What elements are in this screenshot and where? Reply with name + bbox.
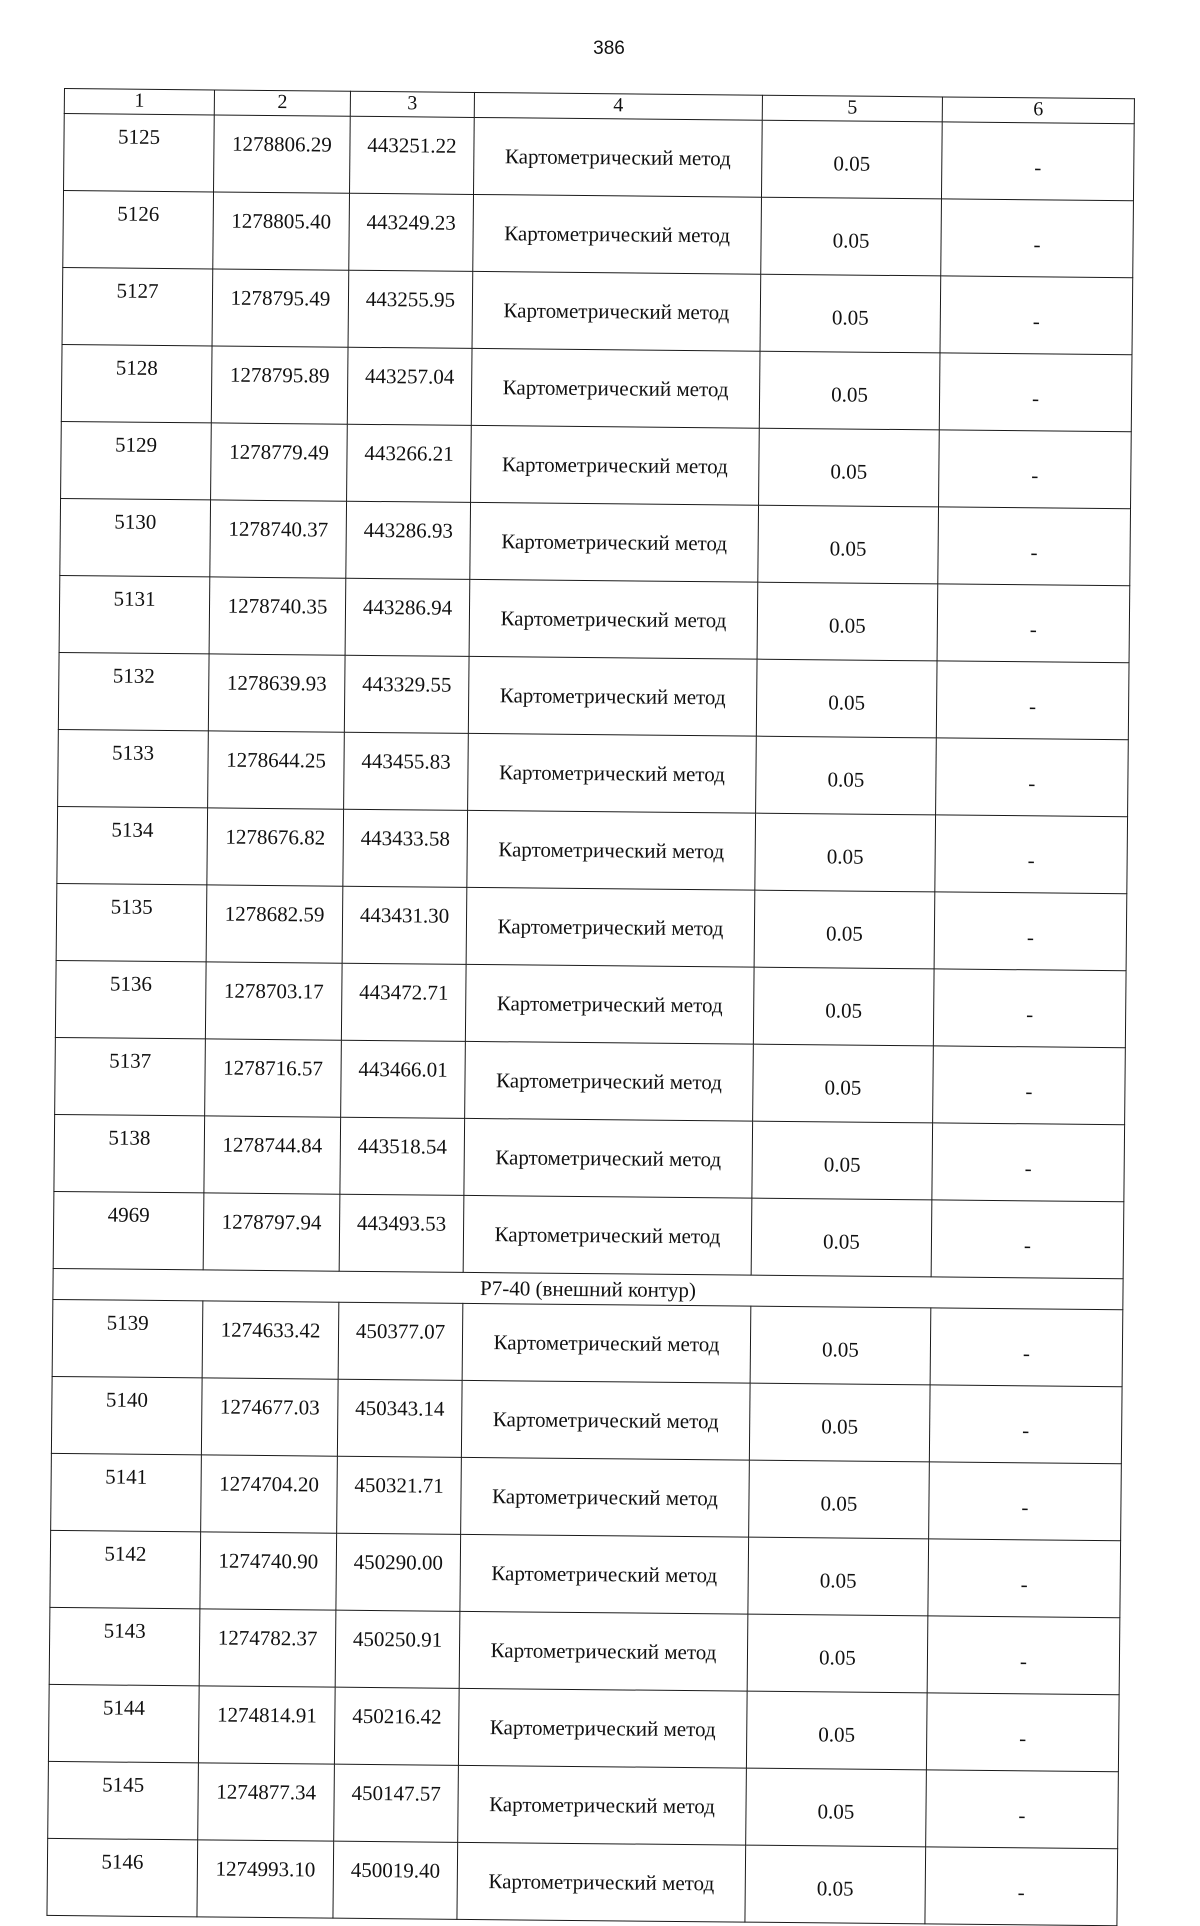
point-number-cell: 5130 (60, 498, 211, 576)
method-cell: Картометрический метод (469, 579, 758, 659)
method-cell: Картометрический метод (461, 1457, 750, 1537)
table-row (56, 883, 1127, 970)
coordinate-x-cell: 1278740.35 (209, 577, 346, 655)
point-number-cell: 5126 (63, 191, 214, 269)
accuracy-cell: 0.05 (759, 428, 940, 507)
table-row (58, 729, 1129, 816)
accuracy-cell: 0.05 (745, 1845, 926, 1924)
header-cell-4: 4 (474, 92, 762, 120)
note-cell: - (930, 1308, 1123, 1387)
accuracy-cell: 0.05 (747, 1614, 928, 1693)
method-cell: Картометрический метод (463, 1195, 752, 1275)
header-cell-3: 3 (350, 91, 474, 117)
point-number-cell: 5138 (54, 1114, 205, 1192)
coordinate-y-cell: 443518.54 (340, 1117, 465, 1195)
coordinate-x-cell: 1278795.89 (211, 346, 348, 424)
coordinate-y-cell: 443266.21 (347, 424, 472, 502)
coordinate-y-cell: 450290.00 (336, 1533, 461, 1611)
coordinate-x-cell: 1274782.37 (199, 1609, 336, 1687)
point-number-cell: 5131 (59, 575, 210, 653)
note-cell: - (927, 1616, 1120, 1695)
coordinate-x-cell: 1278639.93 (208, 654, 345, 732)
coordinate-x-cell: 1278644.25 (208, 731, 345, 809)
note-cell: - (940, 276, 1133, 355)
note-cell: - (938, 507, 1131, 586)
table-row (61, 344, 1132, 431)
table-row (48, 1761, 1119, 1848)
method-cell: Картометрический метод (473, 117, 762, 197)
method-cell: Картометрический метод (467, 810, 756, 890)
coordinate-y-cell: 443493.53 (339, 1194, 464, 1272)
method-cell: Картометрический метод (457, 1842, 746, 1922)
accuracy-cell: 0.05 (748, 1537, 929, 1616)
table-row (55, 1037, 1126, 1124)
point-number-cell: 5139 (52, 1299, 203, 1377)
accuracy-cell: 0.05 (754, 890, 935, 969)
coordinate-x-cell: 1278779.49 (211, 423, 348, 501)
coordinate-y-cell: 443329.55 (344, 655, 469, 733)
note-cell: - (929, 1385, 1122, 1464)
accuracy-cell: 0.05 (753, 1044, 934, 1123)
table-row (62, 267, 1133, 354)
accuracy-cell: 0.05 (751, 1198, 932, 1277)
method-cell: Картометрический метод (471, 425, 760, 505)
table-row (47, 1838, 1118, 1925)
point-number-cell: 4969 (53, 1191, 204, 1269)
header-cell-2: 2 (214, 90, 350, 116)
section-title: Р7-40 (внешний контур) (53, 1268, 1123, 1309)
accuracy-cell: 0.05 (755, 813, 936, 892)
table-row (60, 498, 1131, 585)
coordinate-x-cell: 1278740.37 (210, 500, 347, 578)
accuracy-cell: 0.05 (746, 1691, 927, 1770)
point-number-cell: 5132 (58, 652, 209, 730)
note-cell: - (933, 969, 1126, 1048)
coordinate-y-cell: 443255.95 (348, 270, 473, 348)
coordinate-x-cell: 1278676.82 (207, 808, 344, 886)
note-cell: - (936, 661, 1129, 740)
point-number-cell: 5125 (64, 114, 215, 192)
method-cell: Картометрический метод (473, 194, 762, 274)
point-number-cell: 5129 (61, 421, 212, 499)
method-cell: Картометрический метод (470, 502, 759, 582)
header-cell-6: 6 (942, 97, 1134, 124)
table-row (53, 1191, 1124, 1278)
coordinate-y-cell: 443466.01 (341, 1040, 466, 1118)
coordinate-x-cell: 1274740.90 (200, 1532, 337, 1610)
note-cell: - (936, 738, 1129, 817)
coordinate-x-cell: 1278797.94 (203, 1193, 340, 1271)
accuracy-cell: 0.05 (757, 582, 938, 661)
coordinate-y-cell: 443286.93 (346, 501, 471, 579)
point-number-cell: 5143 (49, 1607, 200, 1685)
accuracy-cell: 0.05 (760, 274, 941, 353)
coordinate-y-cell: 443431.30 (342, 886, 467, 964)
header-cell-1: 1 (64, 89, 214, 115)
coordinate-y-cell: 450377.07 (338, 1302, 463, 1380)
method-cell: Картометрический метод (458, 1688, 747, 1768)
table-row (61, 421, 1132, 508)
coordinate-x-cell: 1278806.29 (214, 115, 351, 193)
coordinate-x-cell: 1278744.84 (204, 1116, 341, 1194)
coordinate-y-cell: 443433.58 (343, 809, 468, 887)
table-row (54, 1114, 1125, 1201)
coordinate-x-cell: 1278805.40 (213, 192, 350, 270)
coordinates-table (46, 88, 1134, 1926)
coordinate-y-cell: 443472.71 (341, 963, 466, 1041)
accuracy-cell: 0.05 (758, 505, 939, 584)
table-row (64, 114, 1135, 201)
accuracy-cell: 0.05 (746, 1768, 927, 1847)
table-row (48, 1684, 1119, 1771)
method-cell: Картометрический метод (466, 887, 755, 967)
coordinate-x-cell: 1278682.59 (206, 885, 343, 963)
table-row (55, 960, 1126, 1047)
note-cell: - (931, 1200, 1124, 1279)
table-row (51, 1453, 1122, 1540)
point-number-cell: 5142 (50, 1530, 201, 1608)
point-number-cell: 5134 (57, 806, 208, 884)
coordinate-x-cell: 1274704.20 (201, 1455, 338, 1533)
note-cell: - (934, 892, 1127, 971)
method-cell: Картометрический метод (459, 1611, 748, 1691)
method-cell: Картометрический метод (468, 733, 757, 813)
coordinate-x-cell: 1274993.10 (197, 1840, 334, 1918)
point-number-cell: 5136 (55, 960, 206, 1038)
accuracy-cell: 0.05 (749, 1460, 930, 1539)
coordinate-y-cell: 450321.71 (337, 1456, 462, 1534)
table-row (50, 1530, 1121, 1617)
point-number-cell: 5146 (47, 1838, 198, 1916)
point-number-cell: 5141 (51, 1453, 202, 1531)
coordinate-y-cell: 443455.83 (344, 732, 469, 810)
accuracy-cell: 0.05 (752, 1121, 933, 1200)
point-number-cell: 5135 (56, 883, 207, 961)
method-cell: Картометрический метод (464, 1118, 753, 1198)
coordinate-y-cell: 450250.91 (335, 1610, 460, 1688)
note-cell: - (928, 1539, 1121, 1618)
point-number-cell: 5144 (48, 1684, 199, 1762)
coordinate-y-cell: 443251.22 (350, 116, 475, 194)
note-cell: - (933, 1046, 1126, 1125)
coordinate-y-cell: 443257.04 (347, 347, 472, 425)
note-cell: - (926, 1693, 1119, 1772)
method-cell: Картометрический метод (472, 271, 761, 351)
coordinate-x-cell: 1278703.17 (205, 962, 342, 1040)
note-cell: - (941, 122, 1134, 201)
method-cell: Картометрический метод (465, 964, 754, 1044)
method-cell: Картометрический метод (468, 656, 757, 736)
coordinate-y-cell: 443286.94 (345, 578, 470, 656)
accuracy-cell: 0.05 (756, 736, 937, 815)
coordinate-y-cell: 450343.14 (337, 1379, 462, 1457)
table-row (52, 1299, 1123, 1386)
table-row (49, 1607, 1120, 1694)
coordinate-x-cell: 1274814.91 (198, 1686, 335, 1764)
coordinate-y-cell: 450019.40 (333, 1841, 458, 1919)
point-number-cell: 5140 (51, 1376, 202, 1454)
table-row (63, 191, 1134, 278)
note-cell: - (926, 1770, 1119, 1849)
note-cell: - (929, 1462, 1122, 1541)
point-number-cell: 5127 (62, 267, 213, 345)
point-number-cell: 5128 (61, 344, 212, 422)
coordinate-y-cell: 450147.57 (334, 1764, 459, 1842)
point-number-cell: 5133 (58, 729, 209, 807)
page-number: 386 (593, 38, 625, 59)
accuracy-cell: 0.05 (759, 351, 940, 430)
point-number-cell: 5137 (55, 1037, 206, 1115)
point-number-cell: 5145 (48, 1761, 199, 1839)
note-cell: - (932, 1123, 1125, 1202)
method-cell: Картометрический метод (462, 1303, 751, 1383)
method-cell: Картометрический метод (458, 1765, 747, 1845)
table-row (57, 806, 1128, 893)
coordinate-x-cell: 1274877.34 (198, 1763, 335, 1841)
accuracy-cell: 0.05 (761, 197, 942, 276)
coordinates-table-sheet (46, 88, 1133, 1926)
note-cell: - (941, 199, 1134, 278)
method-cell: Картометрический метод (461, 1380, 750, 1460)
accuracy-cell: 0.05 (750, 1306, 931, 1385)
note-cell: - (925, 1847, 1118, 1926)
note-cell: - (939, 353, 1132, 432)
note-cell: - (935, 815, 1128, 894)
accuracy-cell: 0.05 (749, 1383, 930, 1462)
coordinate-x-cell: 1278795.49 (212, 269, 349, 347)
method-cell: Картометрический метод (465, 1041, 754, 1121)
accuracy-cell: 0.05 (761, 120, 942, 199)
note-cell: - (937, 584, 1130, 663)
table-row (51, 1376, 1122, 1463)
table-row (58, 652, 1129, 739)
note-cell: - (939, 430, 1132, 509)
coordinate-x-cell: 1278716.57 (205, 1039, 342, 1117)
method-cell: Картометрический метод (471, 348, 760, 428)
accuracy-cell: 0.05 (756, 659, 937, 738)
coordinate-y-cell: 443249.23 (349, 193, 474, 271)
coordinate-x-cell: 1274633.42 (202, 1301, 339, 1379)
header-cell-5: 5 (762, 95, 942, 122)
method-cell: Картометрический метод (460, 1534, 749, 1614)
table-row (59, 575, 1130, 662)
coordinate-x-cell: 1274677.03 (201, 1378, 338, 1456)
coordinate-y-cell: 450216.42 (334, 1687, 459, 1765)
accuracy-cell: 0.05 (753, 967, 934, 1046)
